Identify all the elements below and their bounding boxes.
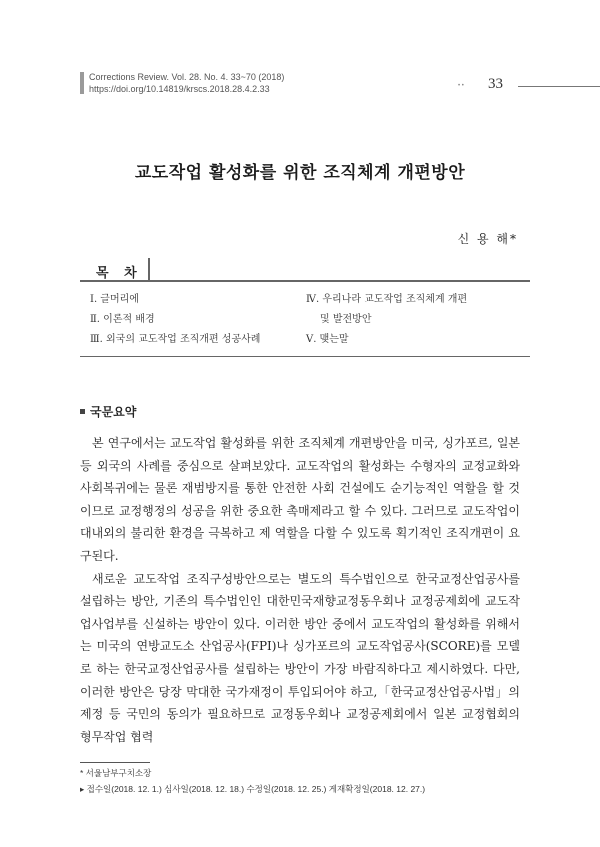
header-accent-bar	[80, 72, 84, 94]
footnote-rule	[80, 762, 150, 763]
toc-bottom-rule	[80, 356, 530, 357]
page-marker-dots: • •	[458, 83, 464, 89]
abstract-heading	[80, 403, 136, 420]
footnote-dates: ▸ 접수일(2018. 12. 1.) 심사일(2018. 12. 18.) 수정일(2018. 12. 25.) 게재확정일(2018. 12. 27.)	[80, 784, 426, 794]
toc-item: Ⅱ. 이론적 배경	[90, 314, 155, 325]
toc-item: Ⅰ. 글머리에	[90, 294, 139, 305]
footnote-affiliation: * 서울남부구치소장	[80, 768, 152, 778]
toc-right-column	[306, 290, 467, 350]
toc-label: 목 차	[96, 265, 143, 280]
abstract-paragraph: 본 연구에서는 교도작업 활성화를 위한 조직체계 개편방안을 미국, 싱가포르, 일본 등 외국의 사례를 중심으로 살펴보았다. 교도작업의 활성화는 수형자의 교정교화와 사회복귀에는 물론 재범방지를 통한 안전한 사회 건설에도 순기능적인 역할을 할 것이므로 교정행정의 성공을 위한 중요한 촉매제라고 할 수 있다. 그러므로 교도작업이 대내외의 불리한 환경을 극복하고 제 역할을 다할 수 있도록 획기적인 조직개편이 요구된다.	[80, 436, 520, 563]
doi-link[interactable]: https://doi.org/10.14819/krscs.2018.28.4.2.33	[89, 84, 270, 94]
toc-top-rule	[80, 280, 530, 282]
abstract-body	[80, 432, 520, 748]
toc-item-continuation: 및 발전방안	[320, 314, 372, 325]
toc-item: Ⅳ. 우리나라 교도작업 조직체계 개편	[306, 294, 468, 305]
journal-citation: Corrections Review. Vol. 28. No. 4. 33~70 (2018)	[89, 72, 285, 82]
journal-info	[89, 71, 284, 95]
abstract-paragraph: 새로운 교도작업 조직구성방안으로는 별도의 특수법인으로 한국교정산업공사를 설립하는 방안, 기존의 특수법인인 대한민국재향교정동우회나 교정공제회에 교도작업사업부를 신설하는 방안이 있다. 이러한 방안 중에서 교도작업의 활성화를 위해서는 미국의 연방교도소 산업공사(FPI)나 싱가포르의 교도작업공사(SCORE)를 모델로 하는 한국교정산업공사를 설립하는 방안이 가장 바람직하다고 제시하였다. 다만, 이러한 방안은 당장 막대한 국가재정이 투입되어야 하고,「한국교정산업공사법」의 제정 등 국민의 동의가 필요하므로 교정동우회나 교정공제회에서 일본 교정협회의 형무작업 협력	[80, 571, 520, 744]
toc-left-column	[90, 290, 260, 350]
toc-item: Ⅴ. 맺는말	[306, 334, 349, 345]
author-name: 신 용 해*	[457, 232, 518, 246]
paper-title: 교도작업 활성화를 위한 조직체계 개편방안	[134, 163, 466, 183]
page-rule	[518, 86, 600, 87]
square-bullet-icon	[80, 409, 85, 414]
page-number: 33	[488, 76, 503, 92]
abstract-heading-text: 국문요약	[90, 405, 137, 419]
toc-item: Ⅲ. 외국의 교도작업 조직개편 성공사례	[90, 334, 261, 345]
